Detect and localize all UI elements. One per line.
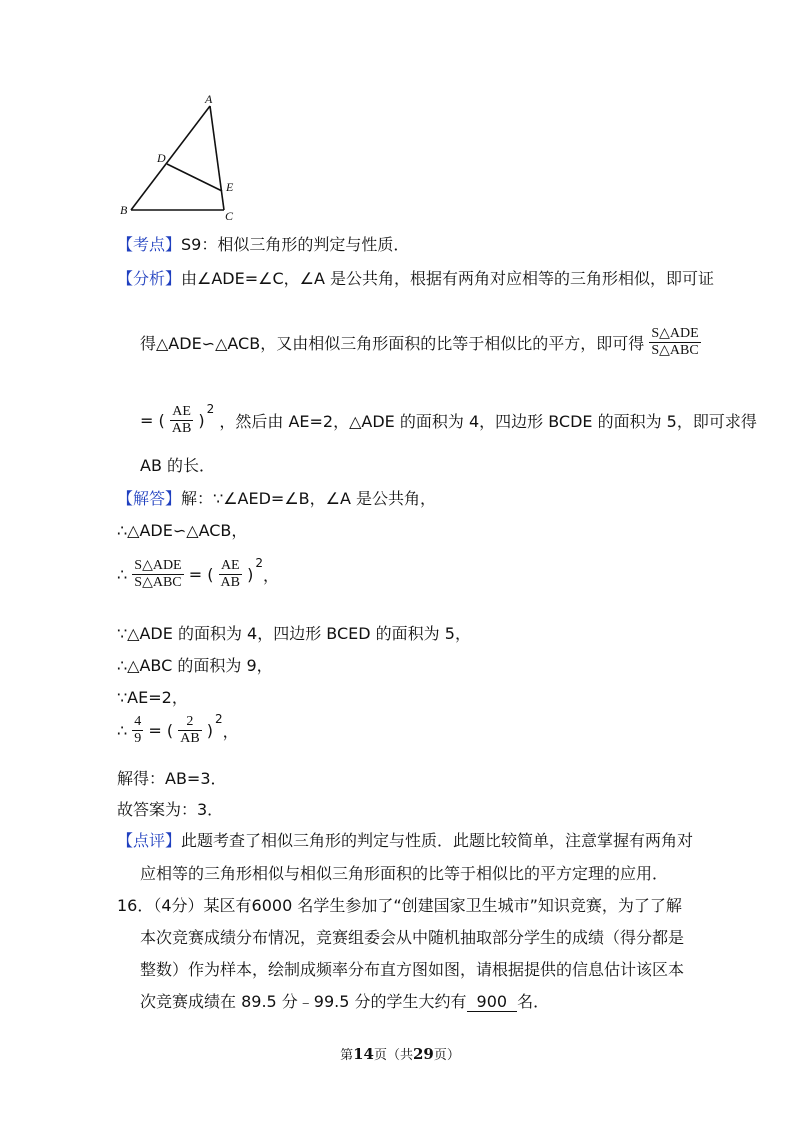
segment-de	[167, 164, 222, 191]
jieda-frac-ratio	[219, 558, 242, 591]
jieda-line6	[117, 685, 188, 708]
fenxi-text3: ，然后由 AE=2，△ADE 的面积为 4，四边形 BCDE 的面积为 5，即可求得	[219, 412, 757, 431]
q16-line3	[140, 957, 684, 980]
dianping-tag: 【点评】	[117, 831, 182, 850]
jieda-frac-ratio-num: AE	[219, 558, 242, 575]
label-e: E	[226, 180, 234, 194]
jieda-line4	[117, 621, 471, 644]
dianping-text2: 应相等的三角形相似与相似三角形面积的比等于相似比的平方定理的应用．	[140, 864, 669, 883]
jieda-line3	[117, 558, 279, 591]
jieda-comma-1: ，	[262, 566, 279, 585]
jieda-exp-2: 2	[215, 712, 223, 726]
q16-text4-prefix: 次竞赛成绩在 89.5 分﹣99.5 分的学生大约有	[140, 992, 467, 1011]
fenxi-tag: 【分析】	[117, 269, 182, 288]
q16-line4	[140, 989, 549, 1012]
fenxi-line2	[140, 326, 701, 359]
fenxi-frac2-num: AE	[170, 404, 193, 421]
jieda-eq-2: = (	[148, 721, 174, 740]
jieda-frac-49-num: 4	[134, 714, 142, 729]
jieda-frac-area	[132, 558, 183, 591]
q16-text3: 整数）作为样本，绘制成频率分布直方图如图，请根据提供的信息估计该区本	[140, 960, 685, 979]
dianping-line1	[117, 828, 693, 851]
jieda-frac-49	[132, 714, 143, 747]
fenxi-close-paren: )	[198, 411, 205, 430]
footer-prefix: 第	[340, 1048, 354, 1063]
jieda-frac-2ab	[178, 714, 201, 747]
jieda-line1	[117, 486, 436, 509]
dianping-text1: 此题考查了相似三角形的判定与性质．此题比较简单，注意掌握有两角对	[181, 831, 694, 850]
jieda-therefore-2: ∴	[117, 721, 128, 740]
jieda-frac-area-num: S△ADE	[132, 558, 183, 575]
side-ac	[210, 106, 224, 210]
fenxi-line4	[140, 453, 215, 476]
jieda-close-1: )	[247, 565, 254, 584]
jieda-frac-area-den: S△ABC	[134, 575, 182, 590]
dianping-line2	[140, 861, 668, 884]
fenxi-exponent: 2	[206, 402, 215, 416]
kaodian-text: S9：相似三角形的判定与性质．	[181, 235, 410, 254]
jieda-text4: ∵△ADE 的面积为 4，四边形 BCED 的面积为 5，	[117, 624, 471, 643]
fenxi-frac1-num: S△ADE	[649, 326, 700, 343]
jieda-exp-1: 2	[255, 556, 263, 570]
kaodian-tag: 【考点】	[117, 235, 182, 254]
jieda-tag: 【解答】	[117, 489, 182, 508]
jieda-eq-1: = (	[188, 565, 214, 584]
jieda-close-2: )	[206, 721, 213, 740]
jieda-line7	[117, 714, 239, 747]
footer-total-pages: 29	[413, 1045, 434, 1063]
q16-line1	[117, 893, 682, 916]
fenxi-frac1	[649, 326, 700, 359]
jieda-text1: 解：∵∠AED=∠B，∠A 是公共角，	[181, 489, 437, 508]
jieda-frac-49-den: 9	[134, 731, 142, 746]
fenxi-line3	[140, 404, 757, 437]
fenxi-text2: 得△ADE∽△ACB，又由相似三角形面积的比等于相似比的平方，即可得	[140, 334, 645, 353]
jieda-text2: ∴△ADE∽△ACB，	[117, 521, 248, 540]
jieda-text5: ∴△ABC 的面积为 9，	[117, 656, 273, 675]
q16-line2	[140, 925, 684, 948]
jieda-frac-ratio-den: AB	[220, 575, 240, 590]
fenxi-eq-open: = (	[140, 411, 165, 430]
triangle-figure	[112, 92, 247, 222]
footer-suffix: 页）	[433, 1048, 460, 1063]
fenxi-line1	[117, 266, 714, 289]
jieda-frac-2ab-den: AB	[180, 731, 200, 746]
jieda-line8	[117, 766, 227, 789]
jieda-line2	[117, 518, 247, 541]
jieda-line5	[117, 653, 273, 676]
fenxi-text1: 由∠ADE=∠C，∠A 是公共角，根据有两角对应相等的三角形相似，即可证	[181, 269, 715, 288]
side-ab	[131, 106, 210, 210]
label-b: B	[120, 203, 128, 217]
footer-page-number: 14	[353, 1045, 374, 1063]
jieda-text9: 故答案为：3．	[117, 800, 224, 819]
fenxi-frac2-den: AB	[171, 421, 192, 436]
fenxi-frac1-den: S△ABC	[651, 343, 699, 358]
q16-text1: 16．（4分）某区有6000 名学生参加了“创建国家卫生城市”知识竞赛，为了了解	[117, 896, 682, 915]
jieda-therefore-1: ∴	[117, 565, 128, 584]
jieda-text8: 解得：AB=3．	[117, 769, 227, 788]
fenxi-text4: AB 的长．	[140, 456, 216, 475]
jieda-comma-2: ，	[222, 722, 239, 741]
page-footer	[0, 1044, 800, 1063]
jieda-text6: ∵AE=2，	[117, 688, 188, 707]
footer-mid: 页（共	[373, 1048, 413, 1063]
label-c: C	[225, 209, 234, 222]
q16-text4-suffix: 名．	[517, 992, 550, 1011]
fenxi-frac2	[170, 404, 193, 437]
label-d: D	[157, 151, 166, 165]
q16-text2: 本次竞赛成绩分布情况，竞赛组委会从中随机抽取部分学生的成绩（得分都是	[140, 928, 685, 947]
kaodian-line	[117, 232, 409, 255]
label-a: A	[205, 92, 213, 106]
q16-answer: 900	[467, 992, 518, 1012]
jieda-line9	[117, 797, 223, 820]
jieda-frac-2ab-num: 2	[178, 714, 201, 731]
